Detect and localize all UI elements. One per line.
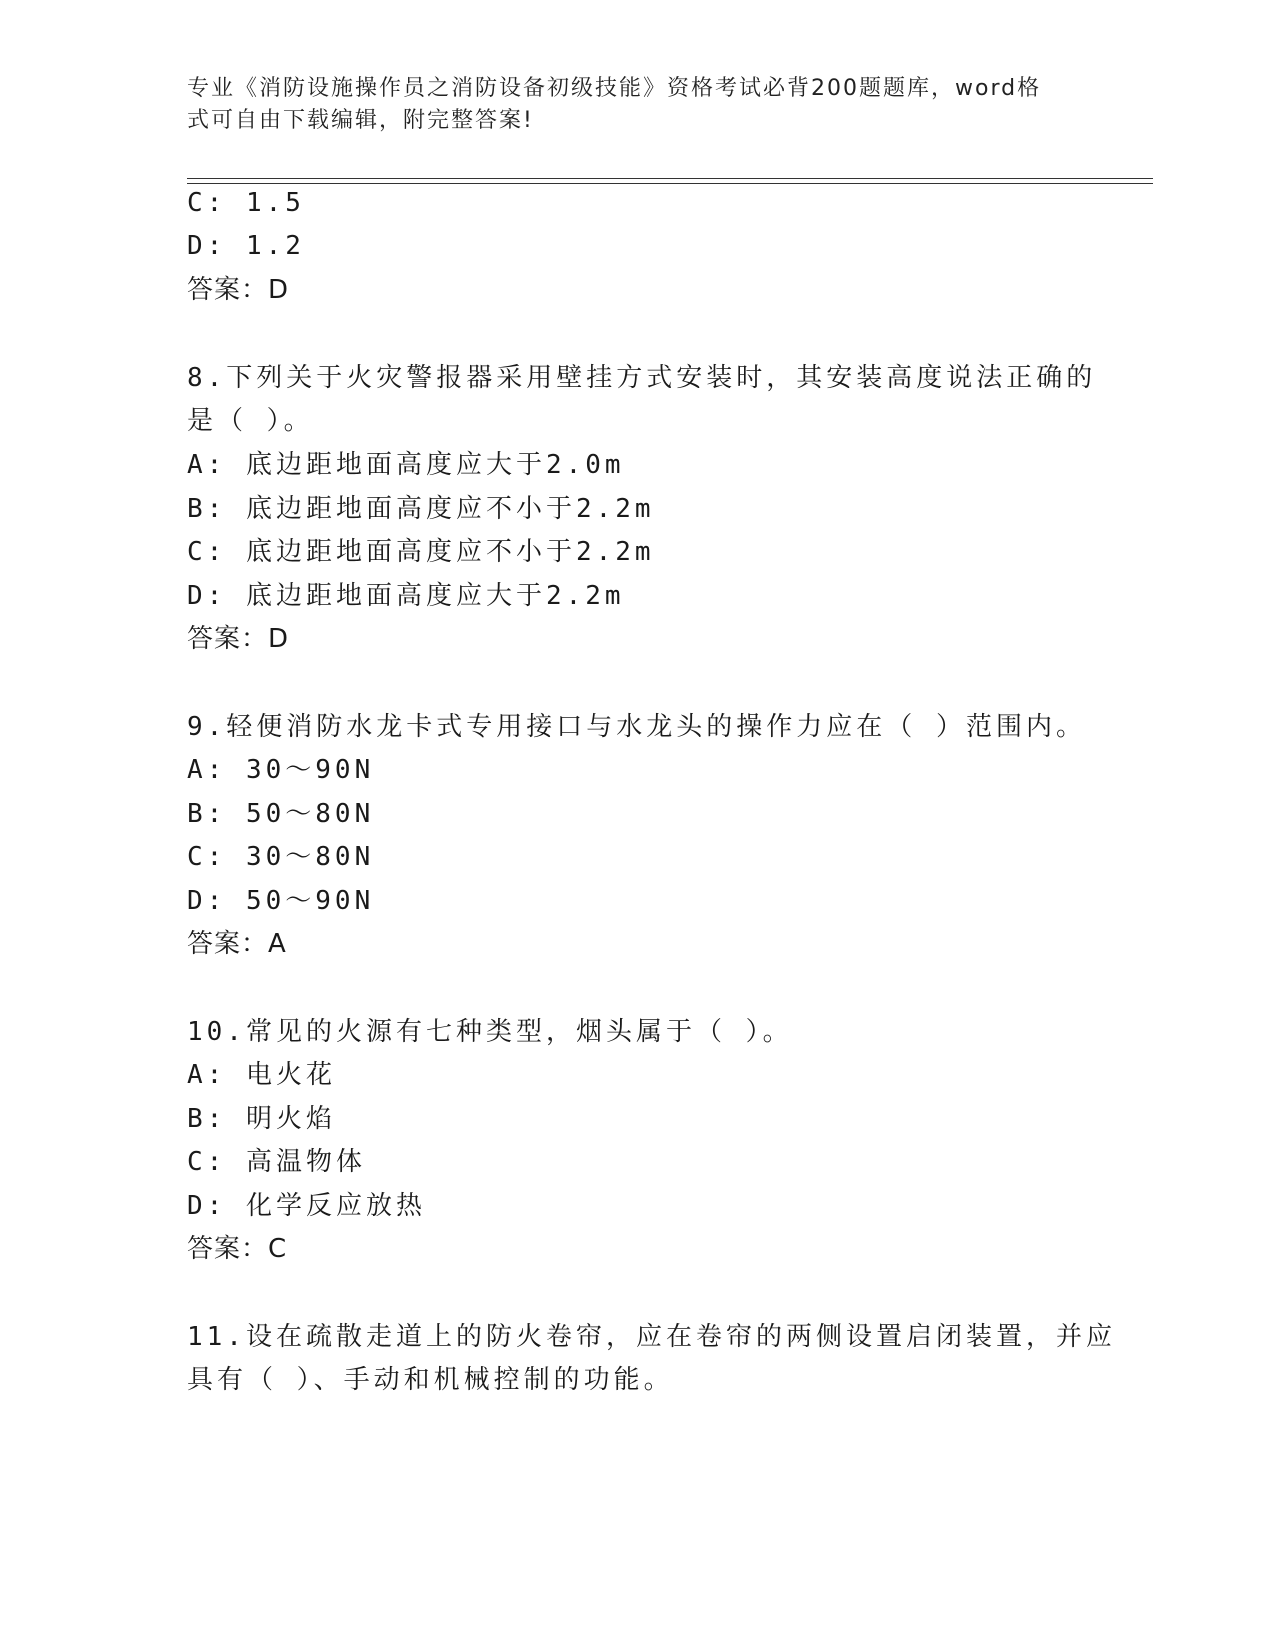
q10-stem-line-1: 10.常见的火源有七种类型，烟头属于（ ）。 bbox=[187, 1017, 793, 1047]
q8-option-d: D: 底边距地面高度应大于2.2m bbox=[187, 581, 625, 611]
q8-answer: 答案：D bbox=[187, 624, 290, 654]
q8-stem-line-2: 是（ ）。 bbox=[187, 406, 314, 436]
q8-option-c: C: 底边距地面高度应不小于2.2m bbox=[187, 537, 655, 567]
document-header bbox=[187, 73, 1067, 137]
prev-option-d: D: 1.2 bbox=[187, 231, 305, 261]
q8-stem-line-1: 8.下列关于火灾警报器采用壁挂方式安装时，其安装高度说法正确的 bbox=[187, 363, 1097, 393]
header-divider-top bbox=[187, 178, 1153, 179]
q10-answer: 答案：C bbox=[187, 1234, 288, 1264]
header-title-line-1: 专业《消防设施操作员之消防设备初级技能》资格考试必背200题题库，word格 bbox=[187, 76, 1042, 101]
q9-option-b: B: 50～80N bbox=[187, 799, 375, 829]
q9-option-d: D: 50～90N bbox=[187, 886, 375, 916]
q11-stem-line-2: 具有（ ）、手动和机械控制的功能。 bbox=[187, 1365, 674, 1395]
q11-stem-line-1: 11.设在疏散走道上的防火卷帘，应在卷帘的两侧设置启闭装置，并应 bbox=[187, 1322, 1116, 1352]
q9-stem-line-1: 9.轻便消防水龙卡式专用接口与水龙头的操作力应在（ ）范围内。 bbox=[187, 712, 1086, 742]
q8-option-b: B: 底边距地面高度应不小于2.2m bbox=[187, 494, 655, 524]
q9-option-a: A: 30～90N bbox=[187, 755, 375, 785]
q10-option-d: D: 化学反应放热 bbox=[187, 1191, 426, 1221]
q10-option-b: B: 明火焰 bbox=[187, 1104, 336, 1134]
header-title-line-2: 式可自由下载编辑，附完整答案! bbox=[187, 108, 534, 133]
prev-answer: 答案：D bbox=[187, 275, 290, 305]
q9-answer: 答案：A bbox=[187, 929, 287, 959]
header-divider-bottom bbox=[187, 183, 1153, 184]
q8-option-a: A: 底边距地面高度应大于2.0m bbox=[187, 450, 625, 480]
q9-option-c: C: 30～80N bbox=[187, 842, 375, 872]
q10-option-a: A: 电火花 bbox=[187, 1060, 336, 1090]
q10-option-c: C: 高温物体 bbox=[187, 1147, 366, 1177]
prev-option-c: C: 1.5 bbox=[187, 188, 305, 218]
